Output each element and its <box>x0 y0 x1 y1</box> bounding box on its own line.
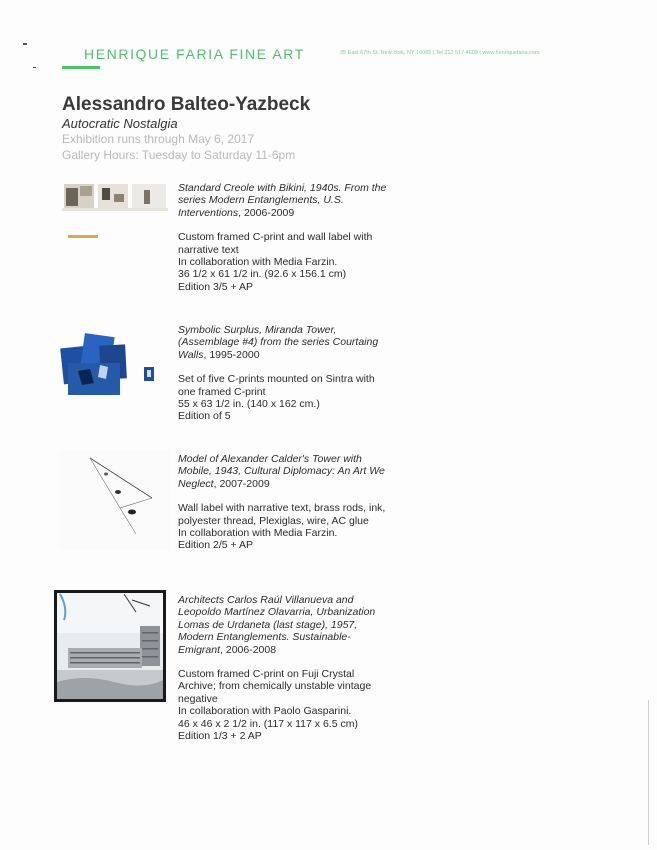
artwork-title-line: Lomas de Urdaneta (last stage), 1957, <box>178 618 358 631</box>
artwork-title-line: Modern Entanglements. Sustainable- <box>178 631 351 644</box>
gallery-accent-bar <box>62 66 100 69</box>
artwork-detail-line: In collaboration with Paolo Gasparini. <box>178 705 352 718</box>
artwork-detail-line: Edition 2/5 + AP <box>178 539 254 552</box>
artwork-detail-line: Custom framed C-print and wall label with <box>178 231 373 244</box>
artwork-title-line: Walls <box>178 348 204 361</box>
artwork-thumbnail-calder-model <box>60 450 170 550</box>
artwork-detail-line: Edition 3/5 + AP <box>178 280 254 293</box>
artwork-title-line: Standard Creole with Bikini, 1940s. From the <box>178 182 387 194</box>
artwork-title-last-line <box>178 349 418 361</box>
artwork-title-line: Neglect <box>178 477 214 490</box>
artwork-detail-line: one framed C-print <box>178 385 266 398</box>
artwork-title-line: Emigrant <box>178 643 221 656</box>
artwork-title-line: series Modern Entanglements, U.S. <box>178 194 344 207</box>
artwork-title-last-line <box>178 478 418 490</box>
artwork-title-line: Model of Alexander Calder's Tower with <box>178 453 362 465</box>
artwork-entry <box>178 324 418 423</box>
gallery-address: 35 East 67th St. New York, NY 10065 | Tel 212 517 4609 | www.henriquefaria.com <box>340 50 540 56</box>
artwork-title-line: Symbolic Surplus, Miranda Tower, <box>178 324 337 336</box>
artwork-detail-line: In collaboration with Media Farzin. <box>178 256 338 269</box>
artwork-entry <box>178 594 418 742</box>
scan-speck <box>33 67 36 68</box>
exhibition-dates: Exhibition runs through May 6, 2017 <box>62 132 255 146</box>
artist-name: Alessandro Balteo-Yazbeck <box>62 94 311 115</box>
artwork-entry <box>178 453 418 552</box>
artwork-dates: , 1995-2000 <box>203 348 260 361</box>
artwork-entry <box>178 182 418 293</box>
artwork-detail-line: Edition 1/3 + 2 AP <box>178 730 262 743</box>
artwork-detail-line: 46 x 46 x 2 1/2 in. (117 x 117 x 6.5 cm) <box>178 717 358 730</box>
artwork-thumbnail-symbolic-surplus <box>60 325 160 397</box>
gallery-hours: Gallery Hours: Tuesday to Saturday 11-6pm <box>62 148 296 162</box>
artwork-title-line: Interventions <box>178 206 239 219</box>
artwork-thumbnail-standard-creole <box>62 180 168 242</box>
exhibition-title: Autocratic Nostalgia <box>62 116 178 131</box>
artwork-dates: , 2006-2009 <box>238 206 295 219</box>
artwork-detail-line: polyester thread, Plexiglas, wire, AC glue <box>178 514 369 527</box>
artwork-title-line: Architects Carlos Raúl Villanueva and <box>178 594 354 606</box>
artwork-detail-line: Archive; from chemically unstable vintage <box>178 680 372 693</box>
artwork-detail-line: 55 x 63 1/2 in. (140 x 162 cm.) <box>178 398 320 411</box>
scan-speck <box>23 43 27 45</box>
artwork-title-last-line <box>178 207 418 219</box>
artwork-title-last-line <box>178 644 418 656</box>
artwork-title-line: Leopoldo Martínez Olavarria, Urbanization <box>178 606 376 619</box>
artwork-detail-line: Custom framed C-print on Fuji Crystal <box>178 668 355 681</box>
artwork-detail-line: Edition of 5 <box>178 410 231 423</box>
artwork-title-line: (Assemblage #4) from the series Courtaing <box>178 336 379 349</box>
artwork-detail-line: In collaboration with Media Farzin. <box>178 527 338 540</box>
artwork-detail-line: narrative text <box>178 243 239 256</box>
artwork-title-line: Mobile, 1943, Cultural Diplomacy: An Art We <box>178 465 385 478</box>
artwork-dates: , 2007-2009 <box>213 477 270 490</box>
artwork-detail-line: 36 1/2 x 61 1/2 in. (92.6 x 156.1 cm) <box>178 268 347 281</box>
artwork-detail-line: negative <box>178 692 218 705</box>
artwork-dates: , 2006-2008 <box>220 643 277 656</box>
artwork-thumbnail-lomas-de-urdaneta <box>54 590 166 702</box>
artwork-detail-line: Set of five C-prints mounted on Sintra with <box>178 373 375 386</box>
scan-edge-line <box>648 700 649 845</box>
artwork-detail-line: Wall label with narrative text, brass rods, ink, <box>178 502 386 515</box>
gallery-name: HENRIQUE FARIA FINE ART <box>84 46 305 62</box>
